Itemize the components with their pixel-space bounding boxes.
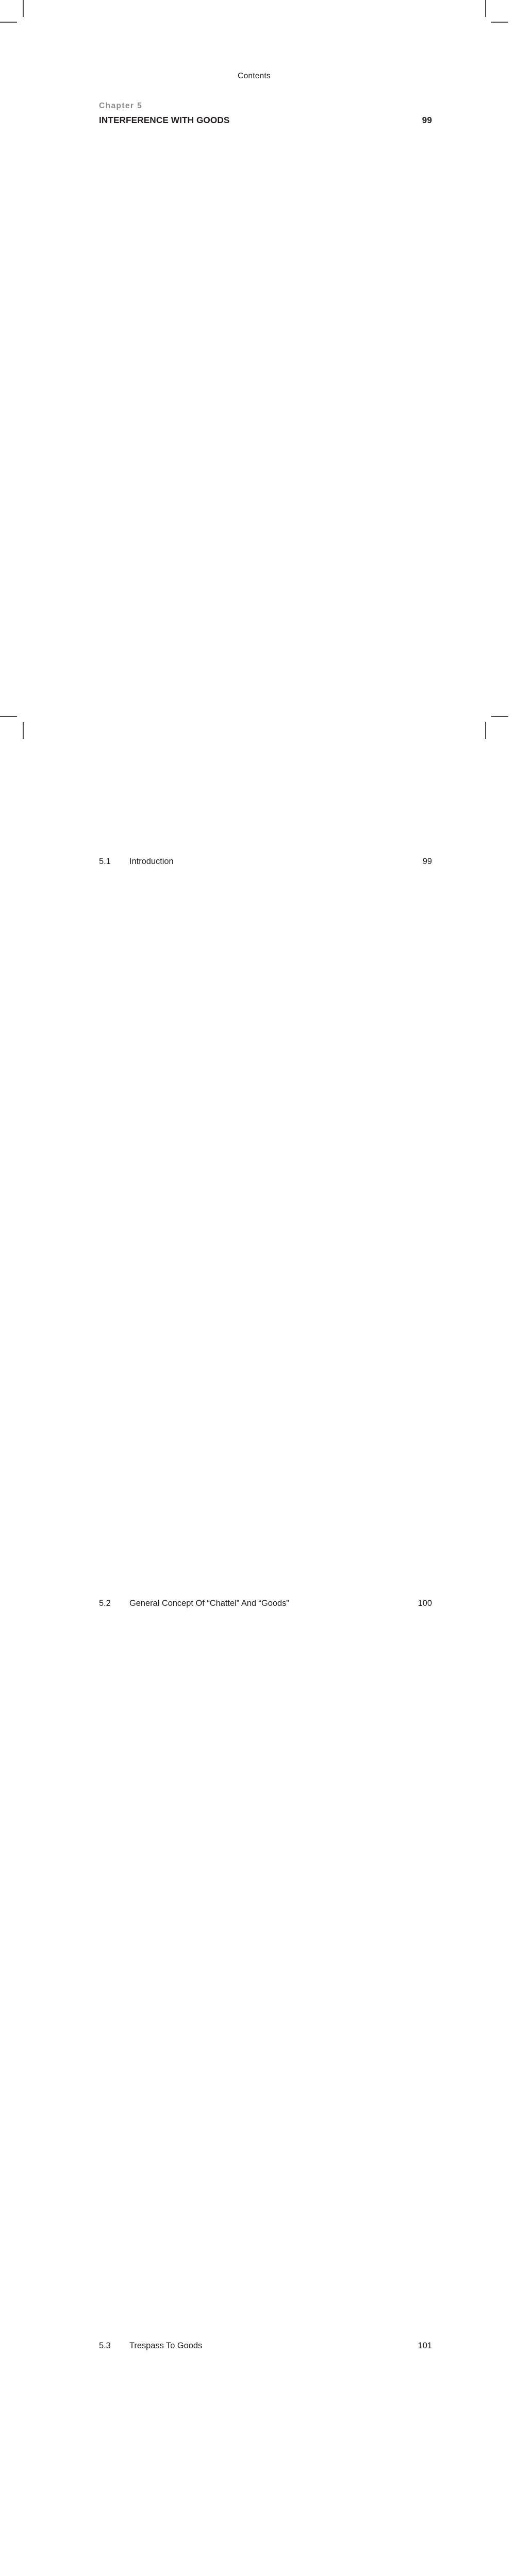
crop-mark-top-right-vertical — [485, 0, 486, 17]
toc-entry-title-line-1: Trespass To Goods — [129, 2341, 202, 2350]
running-head: Contents — [0, 72, 508, 81]
toc-entry-page-number: 101 — [408, 2341, 432, 2576]
toc-entry[interactable] — [99, 856, 432, 1595]
toc-page — [0, 0, 508, 739]
chapter-title-row — [99, 115, 432, 854]
toc-entry-number: 5.2 — [99, 1598, 129, 1609]
chapter-page-number: 99 — [408, 115, 432, 854]
crop-mark-top-left-vertical — [23, 0, 24, 17]
toc-entry[interactable] — [99, 1598, 432, 2337]
crop-mark-top-left-horizontal — [0, 22, 17, 23]
chapter-label: Chapter 5 — [99, 102, 432, 110]
crop-mark-bottom-left-horizontal — [0, 716, 17, 717]
crop-mark-top-right-horizontal — [491, 22, 508, 23]
toc-entry-title-line-1: Introduction — [129, 857, 174, 866]
toc-entry-list — [99, 856, 432, 2576]
toc-entry[interactable] — [99, 2341, 432, 2576]
crop-mark-bottom-left-vertical — [23, 722, 24, 739]
toc-entry-number: 5.1 — [99, 856, 129, 868]
toc-entry-title-line-1: General Concept Of “Chattel” And “Goods” — [129, 1599, 289, 1608]
table-of-contents — [99, 102, 432, 2576]
toc-entry-title — [129, 2341, 408, 2352]
toc-entry-page-number: 99 — [408, 856, 432, 1595]
toc-entry-title — [129, 1598, 408, 1609]
chapter-title: INTERFERENCE WITH GOODS — [99, 115, 408, 126]
toc-entry-number: 5.3 — [99, 2341, 129, 2352]
toc-entry-title — [129, 856, 408, 868]
crop-mark-bottom-right-vertical — [485, 722, 486, 739]
toc-entry-page-number: 100 — [408, 1598, 432, 2337]
crop-mark-bottom-right-horizontal — [491, 716, 508, 717]
